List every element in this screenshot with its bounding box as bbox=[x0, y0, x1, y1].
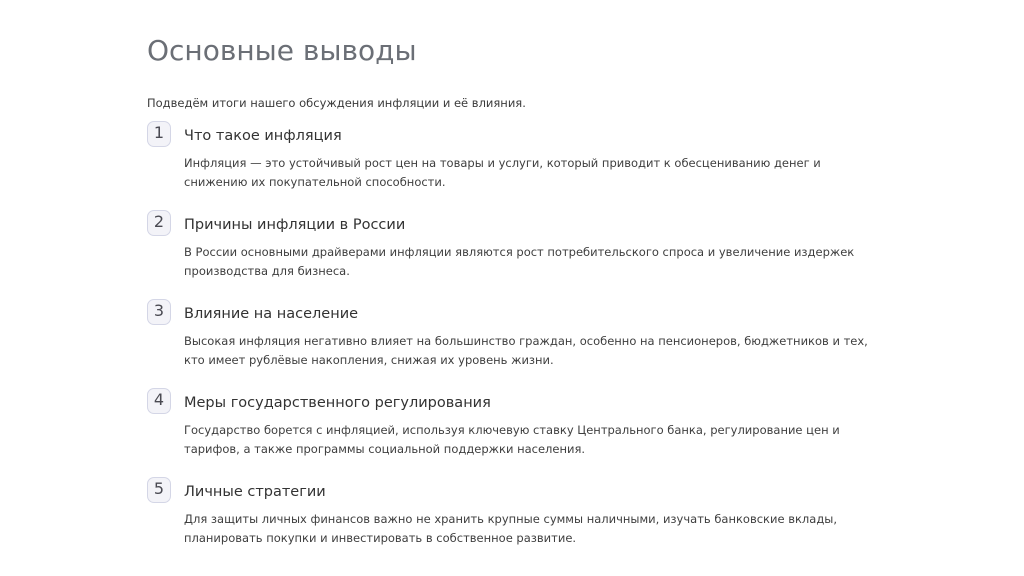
point-text: В России основными драйверами инфляции являются рост потребительского спроса и увеличение издержек производства для бизнеса. bbox=[184, 245, 855, 278]
key-point-2 bbox=[147, 210, 887, 299]
key-point-4 bbox=[147, 388, 887, 477]
point-number-badge: 2 bbox=[147, 210, 171, 236]
point-title: Меры государственного регулирования bbox=[184, 395, 491, 411]
point-number-badge: 1 bbox=[147, 121, 171, 147]
point-text: Инфляция — это устойчивый рост цен на товары и услуги, который приводит к обесцениванию денег и снижению их покупательной способности. bbox=[184, 156, 821, 189]
point-title: Влияние на население bbox=[184, 306, 359, 322]
point-number-badge: 4 bbox=[147, 388, 171, 414]
key-points-list bbox=[147, 121, 887, 566]
point-number-badge: 3 bbox=[147, 299, 171, 325]
point-text: Высокая инфляция негативно влияет на большинство граждан, особенно на пенсионеров, бюджетников и тех, кто имеет рублёвые накопления, снижая их уровень жизни. bbox=[184, 334, 868, 367]
point-number-badge: 5 bbox=[147, 477, 171, 503]
point-title: Личные стратегии bbox=[184, 484, 326, 500]
key-point-5 bbox=[147, 477, 887, 566]
slide-subtitle: Подведём итоги нашего обсуждения инфляции и её влияния. bbox=[147, 96, 526, 110]
slide bbox=[147, 0, 887, 576]
key-point-3 bbox=[147, 299, 887, 388]
slide-title: Основные выводы bbox=[147, 34, 417, 67]
point-title: Причины инфляции в России bbox=[184, 217, 406, 233]
point-title: Что такое инфляция bbox=[184, 128, 342, 144]
point-text: Для защиты личных финансов важно не хранить крупные суммы наличными, изучать банковские вклады, планировать покупки и инвестировать в собственное развитие. bbox=[184, 512, 838, 545]
point-text: Государство борется с инфляцией, используя ключевую ставку Центрального банка, регулирование цен и тарифов, а также программы социальной поддержки населения. bbox=[184, 423, 840, 456]
key-point-1 bbox=[147, 121, 887, 210]
